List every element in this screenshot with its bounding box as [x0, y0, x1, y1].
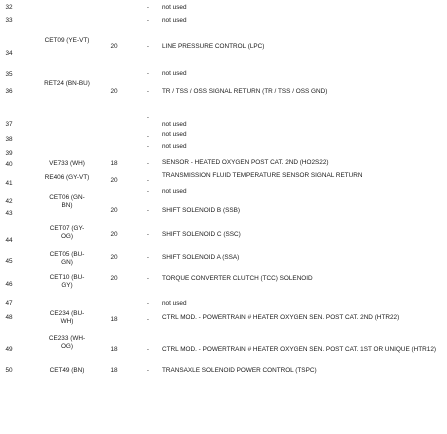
- circuit-function: SHIFT SOLENOID C (SSC): [162, 231, 241, 238]
- circuit-function: not used: [162, 4, 187, 11]
- circuit-function: TORQUE CONVERTER CLUTCH (TCC) SOLENOID: [162, 275, 313, 282]
- pin-number: 41: [5, 180, 13, 187]
- wire-gauge: 20: [110, 43, 118, 50]
- circuit-function: LINE PRESSURE CONTROL (LPC): [162, 43, 265, 50]
- separator-mark: -: [146, 300, 150, 307]
- circuit-function: CTRL MOD. - POWERTRAIN # HEATER OXYGEN SEN. POST CAT. 1ST OR UNIQUE (HTR12): [162, 346, 437, 353]
- separator-mark: -: [146, 346, 150, 353]
- separator-mark: -: [146, 275, 150, 282]
- circuit-function: not used: [162, 17, 187, 24]
- circuit-function: not used: [162, 188, 187, 195]
- pin-number: 45: [5, 258, 13, 265]
- wire-gauge: 20: [110, 254, 118, 261]
- wire-gauge: 20: [110, 88, 118, 95]
- wire-gauge: 18: [110, 160, 118, 167]
- circuit-function: TRANSMISSION FLUID TEMPERATURE SENSOR SIGNAL RETURN: [162, 172, 363, 179]
- circuit-code: VE733 (WH): [49, 160, 85, 167]
- wire-gauge: 20: [110, 275, 118, 282]
- wire-gauge: 18: [110, 316, 118, 323]
- separator-mark: -: [146, 160, 150, 167]
- pin-number: 48: [5, 314, 13, 321]
- circuit-code: RE406 (GY-VT): [44, 174, 90, 181]
- separator-mark: -: [146, 88, 150, 95]
- circuit-code: CE233 (WH-OG): [48, 335, 86, 350]
- pin-number: 34: [5, 50, 13, 57]
- pin-number: 36: [5, 88, 13, 95]
- pin-number: 33: [5, 17, 13, 24]
- pin-number: 46: [5, 281, 13, 288]
- pin-number: 43: [5, 210, 13, 217]
- separator-mark: -: [146, 43, 150, 50]
- separator-mark: -: [146, 17, 150, 24]
- separator-mark: -: [146, 188, 150, 195]
- circuit-code: CET07 (GY-OG): [49, 225, 85, 240]
- pin-number: 50: [5, 367, 13, 374]
- circuit-function: not used: [162, 143, 187, 150]
- pin-number: 39: [5, 150, 13, 157]
- circuit-function: not used: [162, 70, 187, 77]
- circuit-function: not used: [162, 121, 187, 128]
- circuit-code: CET09 (YE-VT): [44, 37, 90, 44]
- circuit-function: SHIFT SOLENOID B (SSB): [162, 207, 241, 214]
- pin-number: 49: [5, 346, 13, 353]
- separator-mark: -: [146, 133, 150, 140]
- separator-mark: -: [146, 367, 150, 374]
- circuit-function: SENSOR - HEATED OXYGEN POST CAT. 2ND (HO2S22): [162, 159, 329, 166]
- pin-number: 47: [5, 300, 13, 307]
- circuit-function: not used: [162, 300, 187, 307]
- separator-mark: -: [146, 114, 150, 121]
- separator-mark: -: [146, 70, 150, 77]
- circuit-function: not used: [162, 131, 187, 138]
- circuit-code: CET49 (BN): [49, 367, 85, 374]
- pin-number: 44: [5, 237, 13, 244]
- separator-mark: -: [146, 143, 150, 150]
- wire-gauge: 20: [110, 231, 118, 238]
- separator-mark: -: [146, 207, 150, 214]
- pin-number: 32: [5, 4, 13, 11]
- separator-mark: -: [146, 316, 150, 323]
- wire-gauge: 18: [110, 367, 118, 374]
- separator-mark: -: [146, 177, 150, 184]
- circuit-code: CET10 (BU-GY): [49, 274, 85, 289]
- circuit-code: CET05 (BU-GN): [49, 251, 85, 266]
- circuit-function: CTRL MOD. - POWERTRAIN # HEATER OXYGEN SEN. POST CAT. 2ND (HTR22): [162, 314, 400, 321]
- separator-mark: -: [146, 231, 150, 238]
- pin-number: 40: [5, 161, 13, 168]
- circuit-code: RET24 (BN-BU): [44, 80, 90, 87]
- circuit-code: CET06 (GN-BN): [49, 194, 85, 209]
- pin-number: 38: [5, 136, 13, 143]
- circuit-function: TRANSAXLE SOLENOID POWER CONTROL (TSPC): [162, 367, 317, 374]
- circuit-code: CE234 (BU-WH): [49, 310, 85, 325]
- separator-mark: -: [146, 4, 150, 11]
- circuit-function: SHIFT SOLENOID A (SSA): [162, 254, 240, 261]
- wire-gauge: 20: [110, 177, 118, 184]
- pin-number: 42: [5, 198, 13, 205]
- wire-gauge: 20: [110, 207, 118, 214]
- circuit-function: TR / TSS / OSS SIGNAL RETURN (TR / TSS / OSS GND): [162, 88, 328, 95]
- pin-number: 37: [5, 121, 13, 128]
- separator-mark: -: [146, 254, 150, 261]
- pin-number: 35: [5, 71, 13, 78]
- wire-gauge: 18: [110, 346, 118, 353]
